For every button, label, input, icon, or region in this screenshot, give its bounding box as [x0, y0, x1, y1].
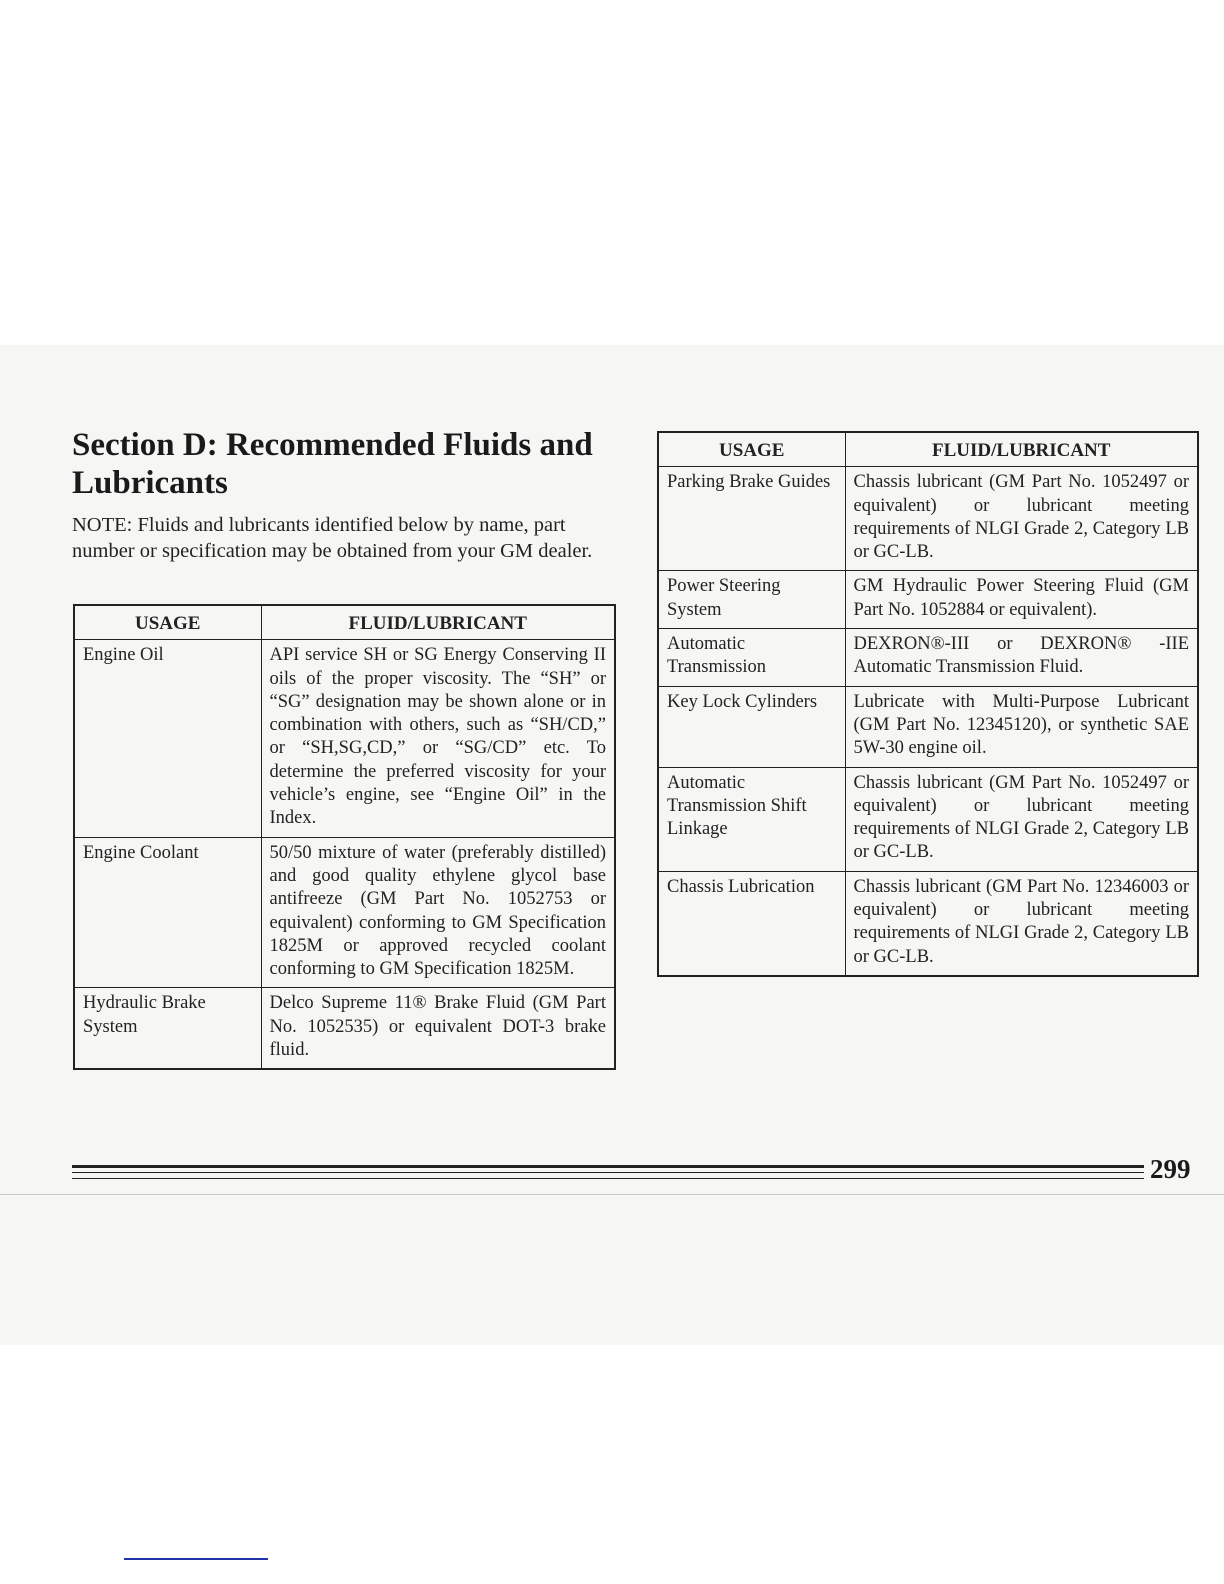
fluid-cell: Chassis lubricant (GM Part No. 1052497 or equivalent) or lubricant meeting requirements of NLGI Grade 2, Category LB or GC-LB. — [845, 467, 1198, 571]
usage-header: USAGE — [74, 605, 261, 640]
fluid-header: FLUID/LUBRICANT — [261, 605, 615, 640]
note-paragraph: NOTE: Fluids and lubricants identified below by name, part number or specification may be obtained from your GM dealer. — [72, 514, 593, 562]
table-header-row — [658, 432, 1198, 467]
section-title: Section D: Recommended Fluids and Lubricants — [72, 427, 593, 501]
usage-cell: Automatic Transmission Shift Linkage — [658, 767, 845, 871]
fluid-cell: Chassis lubricant (GM Part No. 1052497 or equivalent) or lubricant meeting requirements of NLGI Grade 2, Category LB or GC-LB. — [845, 767, 1198, 871]
usage-cell: Engine Coolant — [74, 837, 261, 988]
scan-edge-divider — [0, 1194, 1224, 1195]
fluids-table-left — [73, 604, 616, 1070]
fluid-cell: API service SH or SG Energy Conserving II oils of the proper viscosity. The “SH” or “SG” designation may be shown alone or in combination with others, such as “SH/CD,” or “SH,SG,CD,” or “SG/CD” etc. To determine the preferred viscosity for your vehicle’s engine, see “Engine Oil” in the Index. — [261, 640, 615, 837]
table-row — [658, 629, 1198, 687]
fluid-cell: Chassis lubricant (GM Part No. 12346003 or equivalent) or lubricant meeting requirements of NLGI Grade 2, Category LB or GC-LB. — [845, 871, 1198, 976]
fluids-table-right — [657, 431, 1199, 977]
usage-cell: Automatic Transmission — [658, 629, 845, 687]
table-row — [658, 467, 1198, 571]
fluid-cell: GM Hydraulic Power Steering Fluid (GM Part No. 1052884 or equivalent). — [845, 571, 1198, 629]
usage-cell: Chassis Lubrication — [658, 871, 845, 976]
table-row — [74, 837, 615, 988]
table-row — [74, 640, 615, 837]
footer-rule-thin — [72, 1172, 1144, 1173]
table-row — [658, 686, 1198, 767]
table-row — [658, 871, 1198, 976]
page-number: 299 — [1150, 1154, 1191, 1184]
usage-cell: Key Lock Cylinders — [658, 686, 845, 767]
fluid-cell: Delco Supreme 11® Brake Fluid (GM Part No. 1052535) or equivalent DOT-3 brake fluid. — [261, 988, 615, 1069]
table-header-row — [74, 605, 615, 640]
fluid-cell: DEXRON®-III or DEXRON® -IIE Automatic Transmission Fluid. — [845, 629, 1198, 687]
table-row — [658, 767, 1198, 871]
table-row — [658, 571, 1198, 629]
footer-rule-thin — [72, 1178, 1144, 1179]
usage-cell: Power Steering System — [658, 571, 845, 629]
usage-cell: Parking Brake Guides — [658, 467, 845, 571]
bottom-mark-line — [124, 1558, 268, 1560]
usage-cell: Hydraulic Brake System — [74, 988, 261, 1069]
usage-header: USAGE — [658, 432, 845, 467]
fluid-header: FLUID/LUBRICANT — [845, 432, 1198, 467]
table-row — [74, 988, 615, 1069]
usage-cell: Engine Oil — [74, 640, 261, 837]
footer-rule — [72, 1165, 1144, 1168]
fluid-cell: 50/50 mixture of water (preferably distilled) and good quality ethylene glycol base antifreeze (GM Part No. 1052753 or equivalent) conforming to GM Specification 1825M or approved recycled coolant conforming to GM Specification 1825M. — [261, 837, 615, 988]
fluid-cell: Lubricate with Multi-Purpose Lubricant (GM Part No. 12345120), or synthetic SAE 5W-30 engine oil. — [845, 686, 1198, 767]
